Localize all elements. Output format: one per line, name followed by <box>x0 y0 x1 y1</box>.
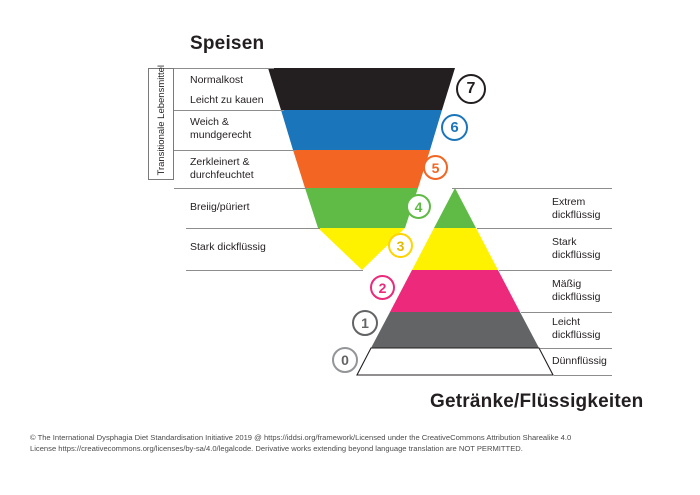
level-circle-2: 2 <box>370 275 395 300</box>
right-label-maessig-dickfluessig <box>552 278 600 304</box>
right-label-stark-line1: Stark <box>552 236 577 248</box>
right-label-maessig-line2: dickflüssig <box>552 291 601 304</box>
transitional-foods-box <box>148 64 174 180</box>
left-label-zerkleinert-line2: durchfeuchtet <box>190 169 254 182</box>
rule-right-2 <box>477 228 612 229</box>
right-label-extrem-dickfluessig <box>552 196 600 222</box>
right-label-leicht-line2: dickflüssig <box>552 329 601 342</box>
level-circle-1: 1 <box>352 310 378 336</box>
level-circle-3: 3 <box>388 233 413 258</box>
footer-line-2: License https://creativecommons.org/licenses/by-sa/4.0/legalcode. Derivative works extending beyond language translation are NOT PERMITTED. <box>30 444 523 454</box>
right-label-leicht-line1: Leicht <box>552 316 581 328</box>
level-circle-0: 0 <box>332 347 358 373</box>
rule-left-2 <box>174 110 284 111</box>
footer-line-1: © The International Dysphagia Diet Standardisation Initiative 2019 @ https://iddsi.org/framework/Licensed under the CreativeCommons Attribution Sharealike 4.0 <box>30 433 572 442</box>
left-label-normalkost: Normalkost <box>190 74 244 86</box>
footer-license <box>30 432 670 455</box>
right-label-maessig-line1: Mäßig <box>552 278 582 290</box>
rule-left-6 <box>186 270 363 271</box>
left-label-zerkleinert-durchfeuchtet <box>190 156 254 182</box>
left-label-weich-mundgerecht <box>190 116 251 142</box>
level-circle-4: 4 <box>406 194 431 219</box>
rule-left-3 <box>174 150 296 151</box>
left-label-breiig-pueriert: Breiig/püriert <box>190 201 250 213</box>
rule-right-1 <box>452 188 612 189</box>
rule-right-4 <box>521 312 612 313</box>
title-getraenke: Getränke/Flüssigkeiten <box>430 391 644 412</box>
level-circle-7: 7 <box>456 74 486 104</box>
right-label-duennfluessig: Dünnflüssig <box>552 355 607 367</box>
rule-left-1 <box>174 68 274 69</box>
right-label-extrem-line1: Extrem <box>552 196 586 208</box>
right-label-extrem-line2: dickflüssig <box>552 209 601 222</box>
rule-right-6 <box>554 375 612 376</box>
rule-right-5 <box>540 348 612 349</box>
rule-left-4 <box>174 188 307 189</box>
left-label-weich-line2: mundgerecht <box>190 129 252 142</box>
left-label-leicht-zu-kauen: Leicht zu kauen <box>190 94 264 106</box>
right-label-leicht-dickfluessig <box>552 316 600 342</box>
right-label-stark-dickfluessig <box>552 236 600 262</box>
transitional-foods-label: Transitionale Lebensmittel <box>155 64 167 176</box>
left-label-zerkleinert-line1: Zerkleinert & <box>190 156 250 168</box>
left-label-stark-dickfluessig: Stark dickflüssig <box>190 241 266 253</box>
title-speisen: Speisen <box>190 33 265 54</box>
level-circle-5: 5 <box>423 155 448 180</box>
rule-left-5 <box>186 228 320 229</box>
rule-right-3 <box>499 270 612 271</box>
level-circle-6: 6 <box>441 114 468 141</box>
right-label-stark-line2: dickflüssig <box>552 249 601 262</box>
left-label-weich-line1: Weich & <box>190 116 229 128</box>
